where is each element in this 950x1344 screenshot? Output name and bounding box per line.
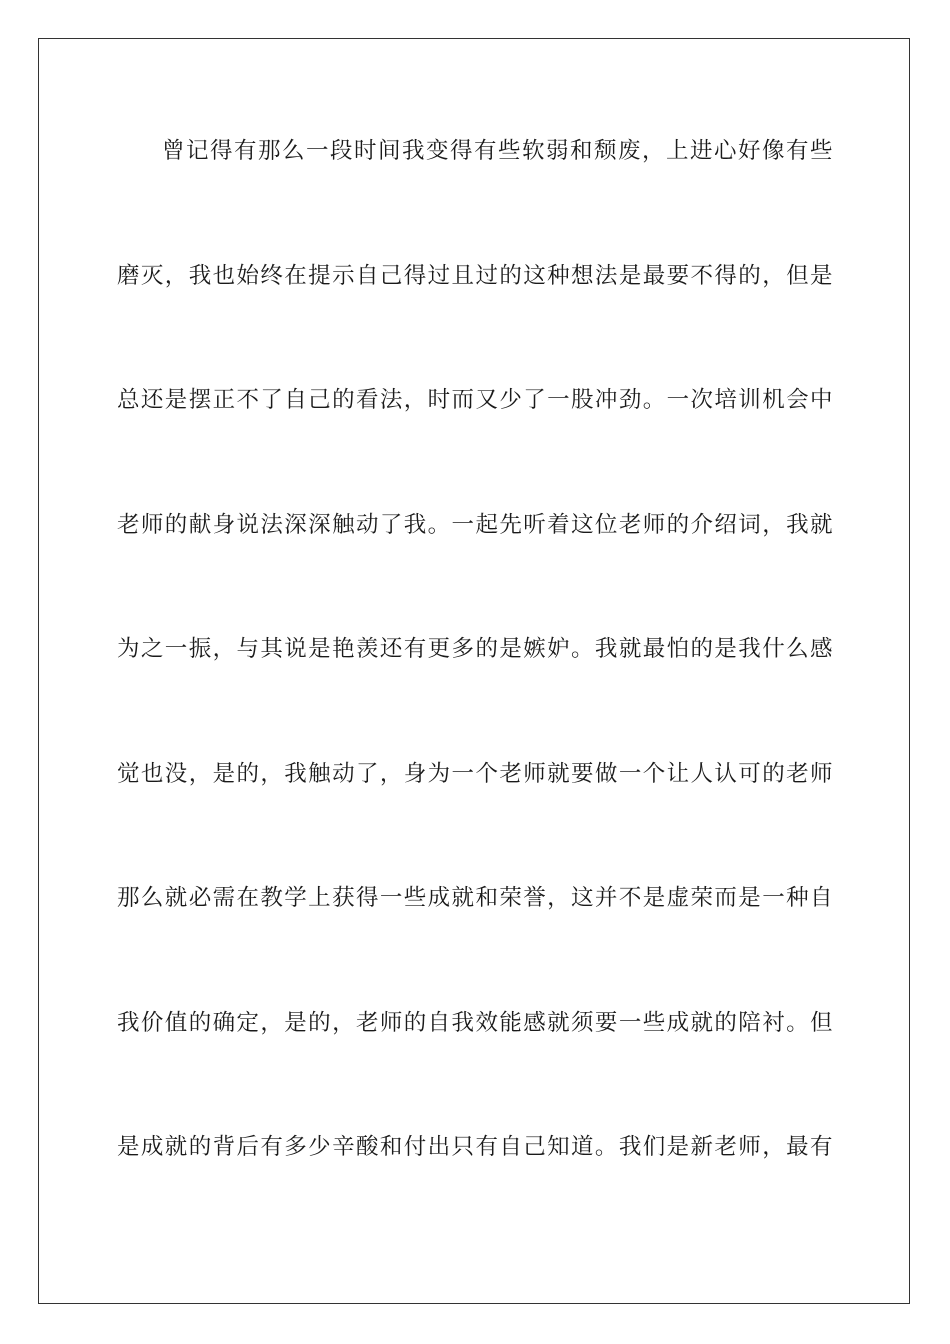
text-line: 磨灭，我也始终在提示自己得过且过的这种想法是最要不得的，但是	[117, 262, 833, 289]
text-line: 是成就的背后有多少辛酸和付出只有自己知道。我们是新老师，最有	[117, 1134, 833, 1160]
body-paragraph	[117, 115, 833, 1236]
text-line: 我价值的确定，是的，老师的自我效能感就须要一些成就的陪衬。但	[117, 1009, 833, 1036]
text-line: 曾记得有那么一段时间我变得有些软弱和颓废，上进心好像有些	[162, 138, 833, 164]
text-line: 总还是摆正不了自己的看法，时而又少了一股冲劲。一次培训机会中	[117, 387, 833, 413]
text-line: 老师的献身说法深深触动了我。一起先听着这位老师的介绍词，我就	[117, 511, 833, 538]
text-line: 觉也没，是的，我触动了，身为一个老师就要做一个让人认可的老师	[117, 760, 833, 787]
text-line: 为之一振，与其说是艳羡还有更多的是嫉妒。我就最怕的是我什么感	[117, 636, 833, 662]
text-line: 那么就必需在教学上获得一些成就和荣誉，这并不是虚荣而是一种自	[117, 885, 833, 911]
